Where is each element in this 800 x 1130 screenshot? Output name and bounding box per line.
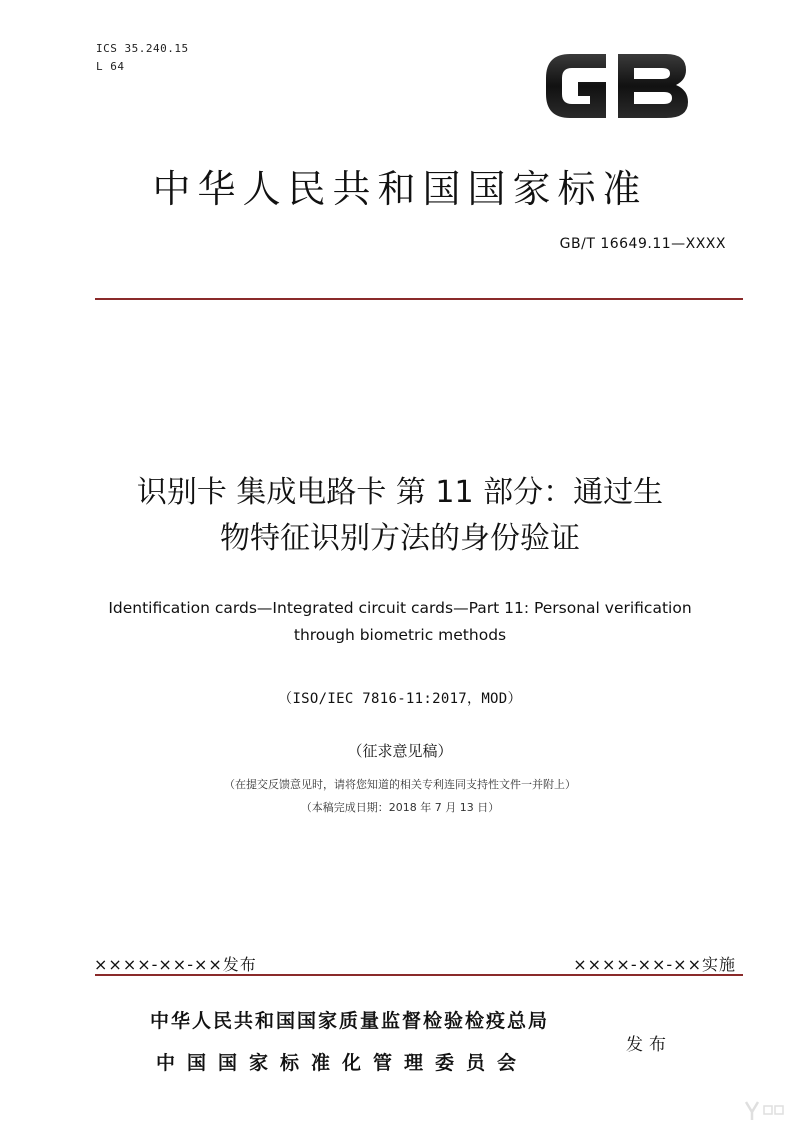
watermark-icon xyxy=(742,1098,786,1122)
title-zh-line2: 物特征识别方法的身份验证 xyxy=(220,521,580,556)
document-title-zh xyxy=(40,470,760,562)
title-zh-line1: 识别卡 集成电路卡 第 11 部分：通过生 xyxy=(136,475,664,510)
gb-logo xyxy=(540,44,692,128)
standard-number: GB/T 16649.11—XXXX xyxy=(559,236,726,252)
publish-date: ××××-××-××发布 xyxy=(94,955,257,974)
issuer-sac: 中国国家标准化管理委员会 xyxy=(156,1052,529,1074)
draft-label: （征求意见稿） xyxy=(347,742,453,760)
ccs-code: L 64 xyxy=(96,60,125,73)
issuer-aqsiq: 中华人民共和国国家质量监督检验检疫总局 xyxy=(150,1010,550,1032)
title-en-line1: Identification cards—Integrated circuit cards—Part 11: Personal verification xyxy=(108,599,692,617)
implement-date: ××××-××-××实施 xyxy=(573,955,736,974)
bottom-divider xyxy=(95,974,743,976)
issued-label: 发布 xyxy=(626,1035,672,1055)
standard-title: 中华人民共和国国家标准 xyxy=(152,167,648,211)
title-en-line2: through biometric methods xyxy=(293,626,507,644)
top-divider xyxy=(95,298,743,300)
completion-date-note: （本稿完成日期：2018 年 7 月 13 日） xyxy=(300,801,500,814)
adoption-reference: （ISO/IEC 7816-11:2017，MOD） xyxy=(278,691,522,707)
ics-code: ICS 35.240.15 xyxy=(96,42,189,55)
patent-note: （在提交反馈意见时，请将您知道的相关专利连同支持性文件一并附上） xyxy=(224,778,576,791)
document-title-en xyxy=(40,595,760,649)
